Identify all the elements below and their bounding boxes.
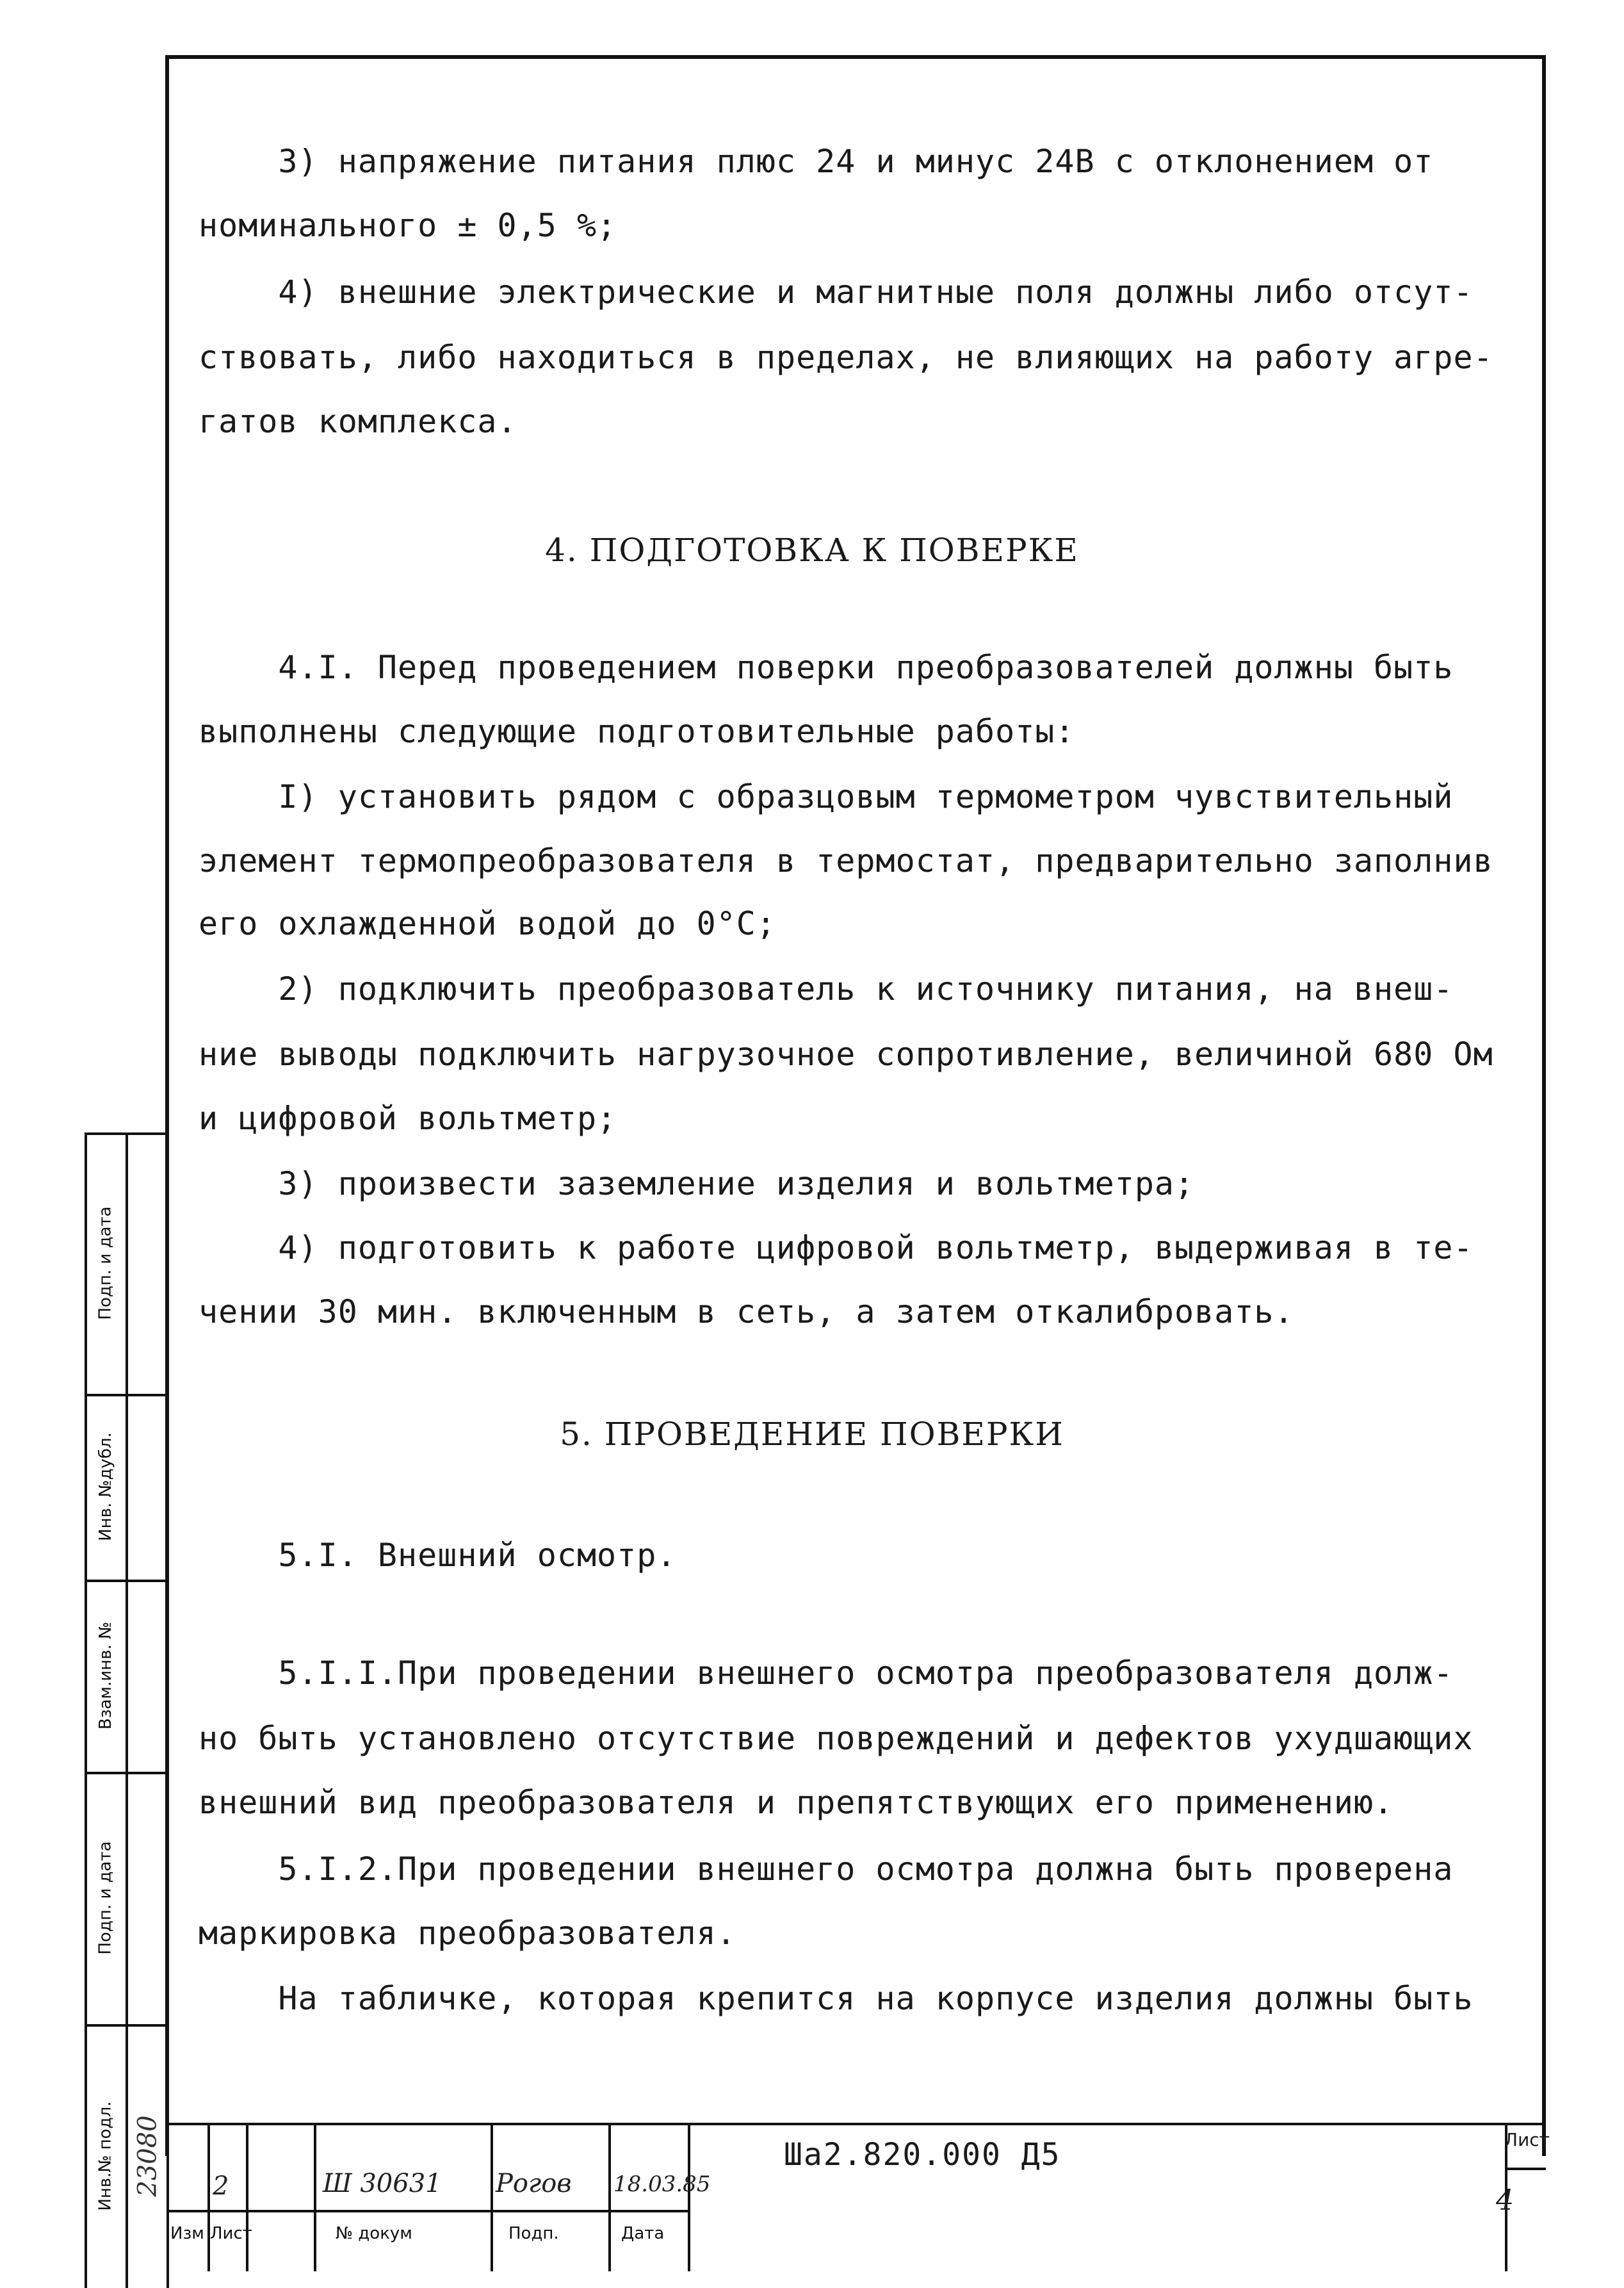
paragraph-line: и цифровой вольтметр; [199,1100,617,1137]
paragraph-line: 2) подключить преобразователь к источнику питания, на внеш- [199,970,1454,1008]
signature: Рогов [496,2169,572,2198]
paragraph-line: 4) внешние электрические и магнитные поля должны либо отсут- [199,274,1474,311]
document-reference: Ш 30631 [323,2169,442,2198]
sidebar-label: Подп. и дата [96,1841,115,1955]
section-5-heading: 5. ПРОВЕДЕНИЕ ПОВЕРКИ [560,1416,1064,1453]
paragraph-line: но быть установлено отсутствие повреждений и дефектов ухудшающих [199,1720,1474,1757]
sidebar-label: Инв. №дубл. [96,1432,115,1541]
paragraph-line: маркировка преобразователя. [199,1915,736,1952]
change-number: 2 [213,2171,229,2201]
handwritten-inventory-number: 23080 [133,2115,163,2197]
sidebar-label: Взам.инв. № [96,1621,116,1730]
paragraph-line: 5.I.2.При проведении внешнего осмотра должна быть проверена [199,1851,1454,1888]
col-label-change: Изм [170,2224,204,2243]
col-label-date: Дата [621,2224,665,2243]
title-block-divider [207,2123,210,2271]
paragraph-line: гатов комплекса. [199,403,517,440]
paragraph-line: 5.I.I.При проведении внешнего осмотра преобразователя долж- [199,1655,1454,1692]
title-block-divider [246,2123,248,2271]
title-block [169,2123,1550,2271]
margin-stamp-table [85,1132,169,2288]
sheet-label: Лист [1504,2129,1550,2150]
title-block-divider [491,2123,493,2271]
paragraph-line: 3) произвести заземление изделия и вольтметра; [199,1165,1195,1202]
col-label-sheet: Лист [210,2224,252,2243]
document-number: Ша2.820.000 Д5 [784,2137,1061,2173]
paragraph-line: внешний вид преобразователя и препятствующих его применению. [199,1784,1394,1821]
sidebar-label: Подп. и дата [96,1206,115,1320]
paragraph-line: ние выводы подключить нагрузочное сопротивление, величиной 680 Ом [199,1036,1493,1073]
paragraph-line: ствовать, либо находиться в пределах, не влияющих на работу агре- [199,339,1493,376]
paragraph-line: На табличке, которая крепится на корпусе изделия должны быть [199,1980,1474,2017]
paragraph-line: 3) напряжение питания плюс 24 и минус 24В с отклонением от [199,143,1434,180]
title-block-rule [1505,2168,1546,2170]
title-block-divider [608,2123,611,2271]
paragraph-line: выполнены следующие подготовительные работы: [199,713,1075,750]
signature-date: 18.03.85 [613,2171,711,2197]
paragraph-line: 4.I. Перед проведением поверки преобразователей должны быть [199,649,1454,686]
col-label-doc: № докум [336,2224,412,2243]
paragraph-line: 4) подготовить к работе цифровой вольтметр, выдерживая в те- [199,1229,1474,1266]
paragraph-line: его охлажденной водой до 0°С; [199,905,776,942]
title-block-rule [169,2123,1546,2125]
col-label-sign: Подп. [508,2224,559,2243]
title-block-divider [688,2123,690,2271]
paragraph-line: чении 30 мин. включенным в сеть, а затем откалибровать. [199,1293,1294,1330]
section-4-heading: 4. ПОДГОТОВКА К ПОВЕРКЕ [545,532,1079,569]
paragraph-line: элемент термопреобразователя в термостат, предварительно заполнив [199,842,1493,879]
subsection-title: 5.I. Внешний осмотр. [199,1537,677,1574]
sidebar-label: Инв.№ подл. [96,2101,116,2211]
paragraph-line: I) установить рядом с образцовым термометром чувствительный [199,778,1454,815]
sheet-number: 4 [1496,2184,1514,2217]
paragraph-line: номинального ± 0,5 %; [199,207,617,244]
title-block-divider [314,2123,316,2271]
